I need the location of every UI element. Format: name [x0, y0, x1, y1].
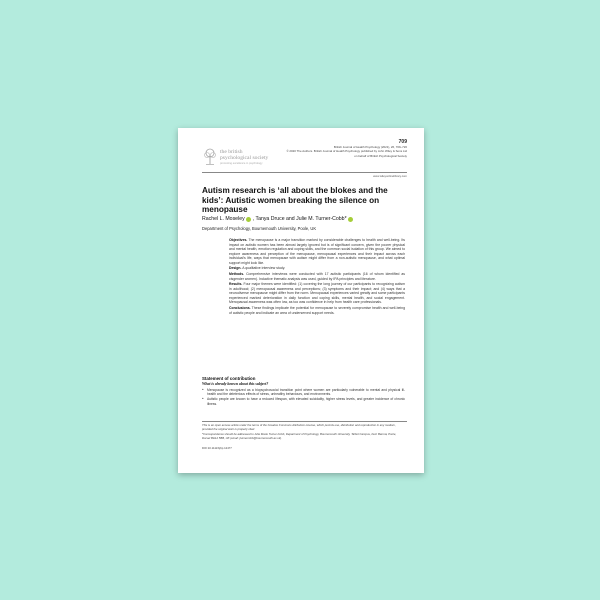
list-item: ● Autistic people are known to have a reduced lifespan, with elevated suicidality, higher stress levels, and greater incidence of chronic illness.	[202, 397, 405, 406]
statement-heading: Statement of contribution	[202, 376, 256, 381]
abstract-conclusions	[229, 306, 405, 315]
author-2-3: , Tanya Druce and Julie M. Turner-Cobb*	[252, 216, 347, 222]
list-item: ● Menopause is recognized as a biopsychosocial transition point where women are particularly vulnerable to mental and physical ill-health and the deleterious effects of stress, unhealthy behaviours, and environments.	[202, 388, 405, 397]
logo-tagline: promoting excellence in psychology	[220, 162, 263, 165]
affiliation: Department of Psychology, Bournemouth University, Poole, UK	[202, 226, 317, 231]
statement-bullets	[202, 388, 405, 407]
logo-line2: psychological society	[220, 155, 269, 161]
bps-tree-logo-icon	[202, 148, 218, 166]
journal-citation: British Journal of Health Psychology (2021), 26, 709–726	[333, 145, 407, 149]
statement-question: What is already known about this subject?	[202, 382, 269, 386]
journal-copyright: © 2020 The Authors. British Journal of Health Psychology published by John Wiley & Sons Ltd	[286, 149, 407, 154]
author-list	[202, 216, 417, 222]
doi[interactable]: DOI:10.1111/bjhp.12477	[202, 446, 232, 450]
conclusions-label: Conclusions.	[229, 306, 251, 311]
objectives-label: Objectives.	[229, 238, 248, 242]
correspondence-note: *Correspondence should be addressed to Julie Marie Turner-Cobb, Department of Psychology, Bournemouth University, Talbot Campus, Fern Barrow, Poole, Dorset BH12 5BB, UK (email: jturnercobb@bournemouth.ac.uk).	[202, 432, 397, 440]
footer-rule	[202, 421, 407, 422]
methods-text: Comprehensive interviews were conducted with 17 autistic participants (16 of whom identified as cisgender women). Inductive thematic analysis was used, guided by IPA principles and literature.	[229, 272, 405, 281]
abstract-objectives	[229, 238, 405, 265]
design-label: Design.	[229, 266, 242, 271]
logo-line1: the british	[220, 149, 243, 155]
society-logo	[202, 148, 272, 168]
page-number: 709	[398, 139, 407, 145]
journal-publisher: on behalf of British Psychological Society	[354, 153, 407, 158]
article-title: Autism research is ‘all about the blokes and the kids’: Autistic women breaking the silence on menopause	[202, 186, 388, 215]
results-text: Four major themes were identified: (1) covering the long journey of our participants to recognizing autism in adulthood; (2) menopausal awareness and perceptions; (3) symptoms and their impact; and (4) ways that a neurodiverse menopause might differ from the norm. Menopausal experiences varied greatly and some participants experienced marked deterioration in daily function and coping skills, mental health, and social engagement. Menopausal awareness was often low, as too was confidence in help from health care professionals.	[229, 282, 405, 305]
results-label: Results.	[229, 282, 243, 287]
abstract	[229, 238, 405, 316]
conclusions-text: These findings implicate the potential for menopause to severely compromise health and well-being of autistic people and indicate an area of underserved support needs.	[229, 306, 405, 315]
abstract-results	[229, 282, 405, 305]
methods-label: Methods.	[229, 272, 245, 277]
orcid-icon[interactable]	[246, 217, 251, 222]
license-note: This is an open access article under the terms of the Creative Commons Attribution License, which permits use, distribution and reproduction in any medium, provided the original work is properly cited.	[202, 423, 396, 431]
author-1: Rachel L. Moseley	[202, 216, 245, 222]
paper-page	[178, 128, 424, 473]
journal-url[interactable]: www.wileyonlinelibrary.com	[373, 174, 407, 178]
logo-wordmark	[220, 149, 280, 161]
journal-info	[279, 145, 407, 158]
header-rule	[202, 172, 407, 173]
abstract-design	[229, 266, 405, 271]
design-text: A qualitative interview study.	[242, 266, 286, 271]
objectives-text: The menopause is a major transition marked by considerable challenges to health and well-being. Its impact on autistic women has been almost largely ignored but is of significant concern, given the poorer physical and mental health, emotion regulation and coping skills, and the common social isolation of this group. We aimed to explore awareness and perception of the menopause, menopausal experiences and their impact across each individual’s life, ways that menopause with autism might differ from a non-autistic menopause, and what optimal support might look like.	[229, 238, 405, 265]
abstract-methods	[229, 272, 405, 281]
orcid-icon[interactable]	[348, 217, 353, 222]
